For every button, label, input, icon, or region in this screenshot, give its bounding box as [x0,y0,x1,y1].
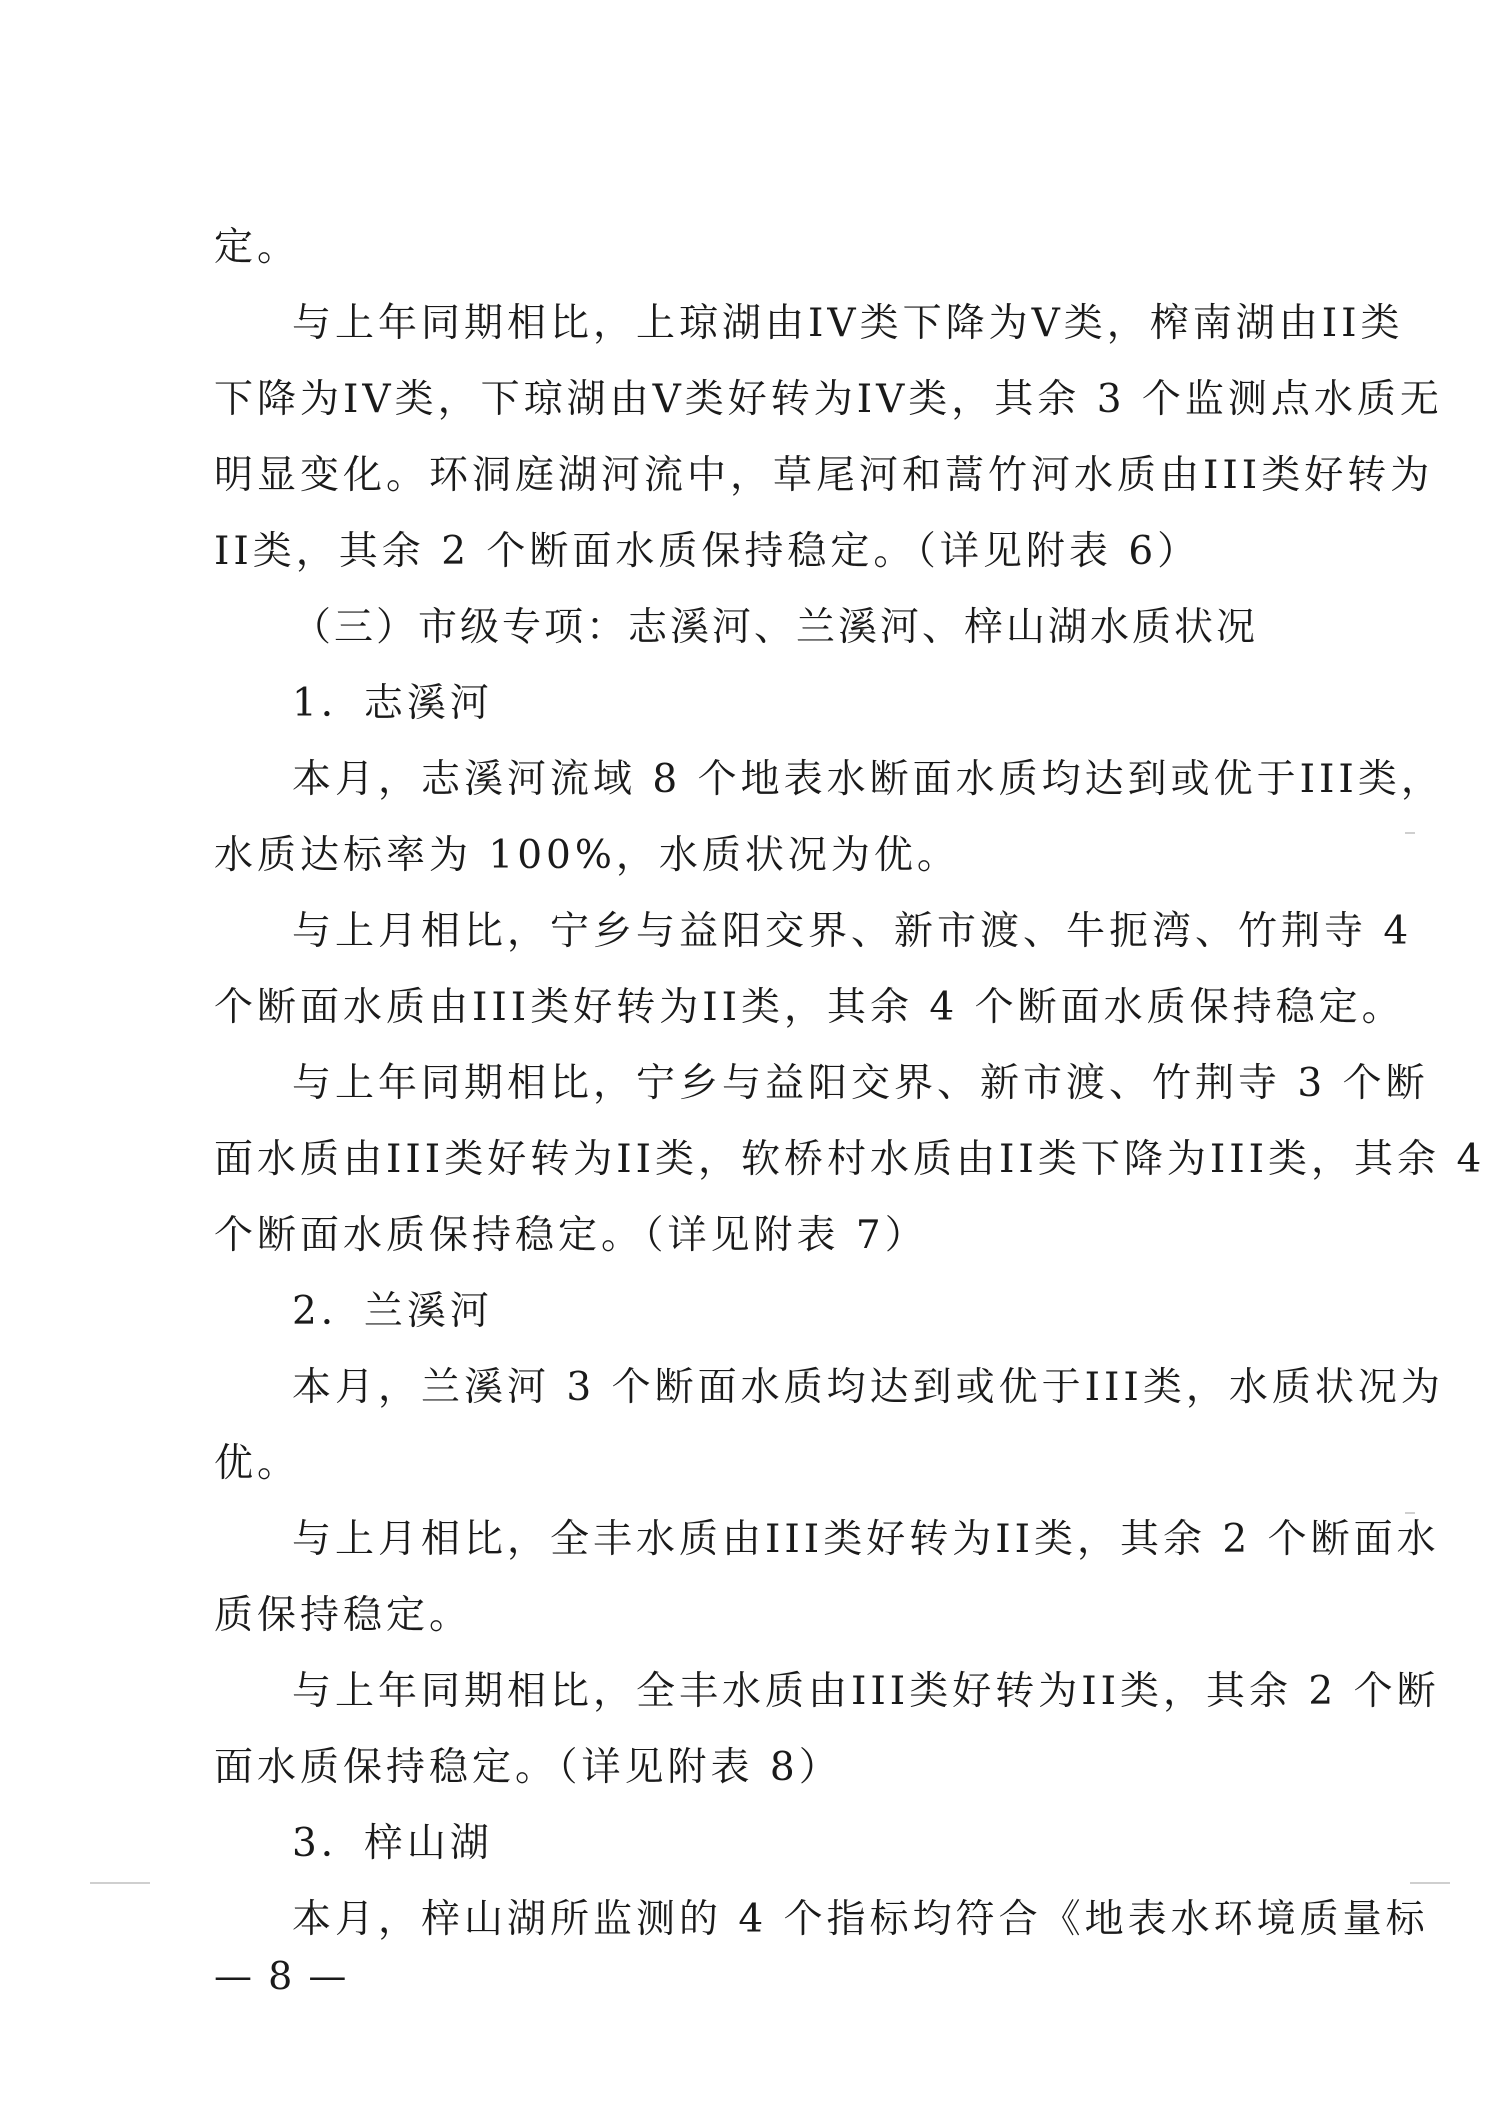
scan-artifact [1410,1882,1450,1884]
text-line: 本月，志溪河流域 8 个地表水断面水质均达到或优于III类， [292,757,1444,802]
scan-artifact [1405,832,1415,834]
text-line: 优。 [214,1441,301,1486]
text-line: 明显变化。环洞庭湖河流中，草尾河和蒿竹河水质由III类好转为 [214,453,1434,498]
text-line: 与上年同期相比，全丰水质由III类好转为II类，其余 2 个断 [292,1669,1440,1714]
subsection-heading: 1．志溪河 [292,681,493,726]
subsection-heading: 3．梓山湖 [292,1821,493,1866]
section-heading: （三）市级专项：志溪河、兰溪河、梓山湖水质状况 [292,605,1259,650]
text-line: 个断面水质由III类好转为II类，其余 4 个断面水质保持稳定。 [214,985,1405,1030]
text-line: 与上年同期相比，上琼湖由IV类下降为V类，榨南湖由II类 [292,301,1404,346]
text-line: 与上年同期相比，宁乡与益阳交界、新市渡、竹荆寺 3 个断 [292,1061,1429,1106]
text-line: 与上月相比，全丰水质由III类好转为II类，其余 2 个断面水 [292,1517,1440,1562]
text-line: II类，其余 2 个断面水质保持稳定。（详见附表 6） [214,529,1201,574]
text-line: 面水质保持稳定。（详见附表 8） [214,1745,842,1790]
scan-artifact [1405,1512,1415,1514]
text-line: 与上月相比，宁乡与益阳交界、新市渡、牛扼湾、竹荆寺 4 [292,909,1413,954]
text-line: 面水质由III类好转为II类，软桥村水质由II类下降为III类，其余 4 [214,1137,1486,1182]
text-line: 定。 [214,225,301,270]
subsection-heading: 2．兰溪河 [292,1289,493,1334]
text-line: 个断面水质保持稳定。（详见附表 7） [214,1213,928,1258]
scan-artifact [90,1882,150,1884]
text-line: 质保持稳定。 [214,1593,473,1638]
page-number: — 8 — [214,1954,349,1998]
text-line: 下降为IV类，下琼湖由V类好转为IV类，其余 3 个监测点水质无 [214,377,1443,422]
text-line: 水质达标率为 100%，水质状况为优。 [214,833,960,878]
text-line: 本月，梓山湖所监测的 4 个指标均符合《地表水环境质量标 [292,1897,1429,1942]
text-line: 本月，兰溪河 3 个断面水质均达到或优于III类，水质状况为 [292,1365,1444,1410]
